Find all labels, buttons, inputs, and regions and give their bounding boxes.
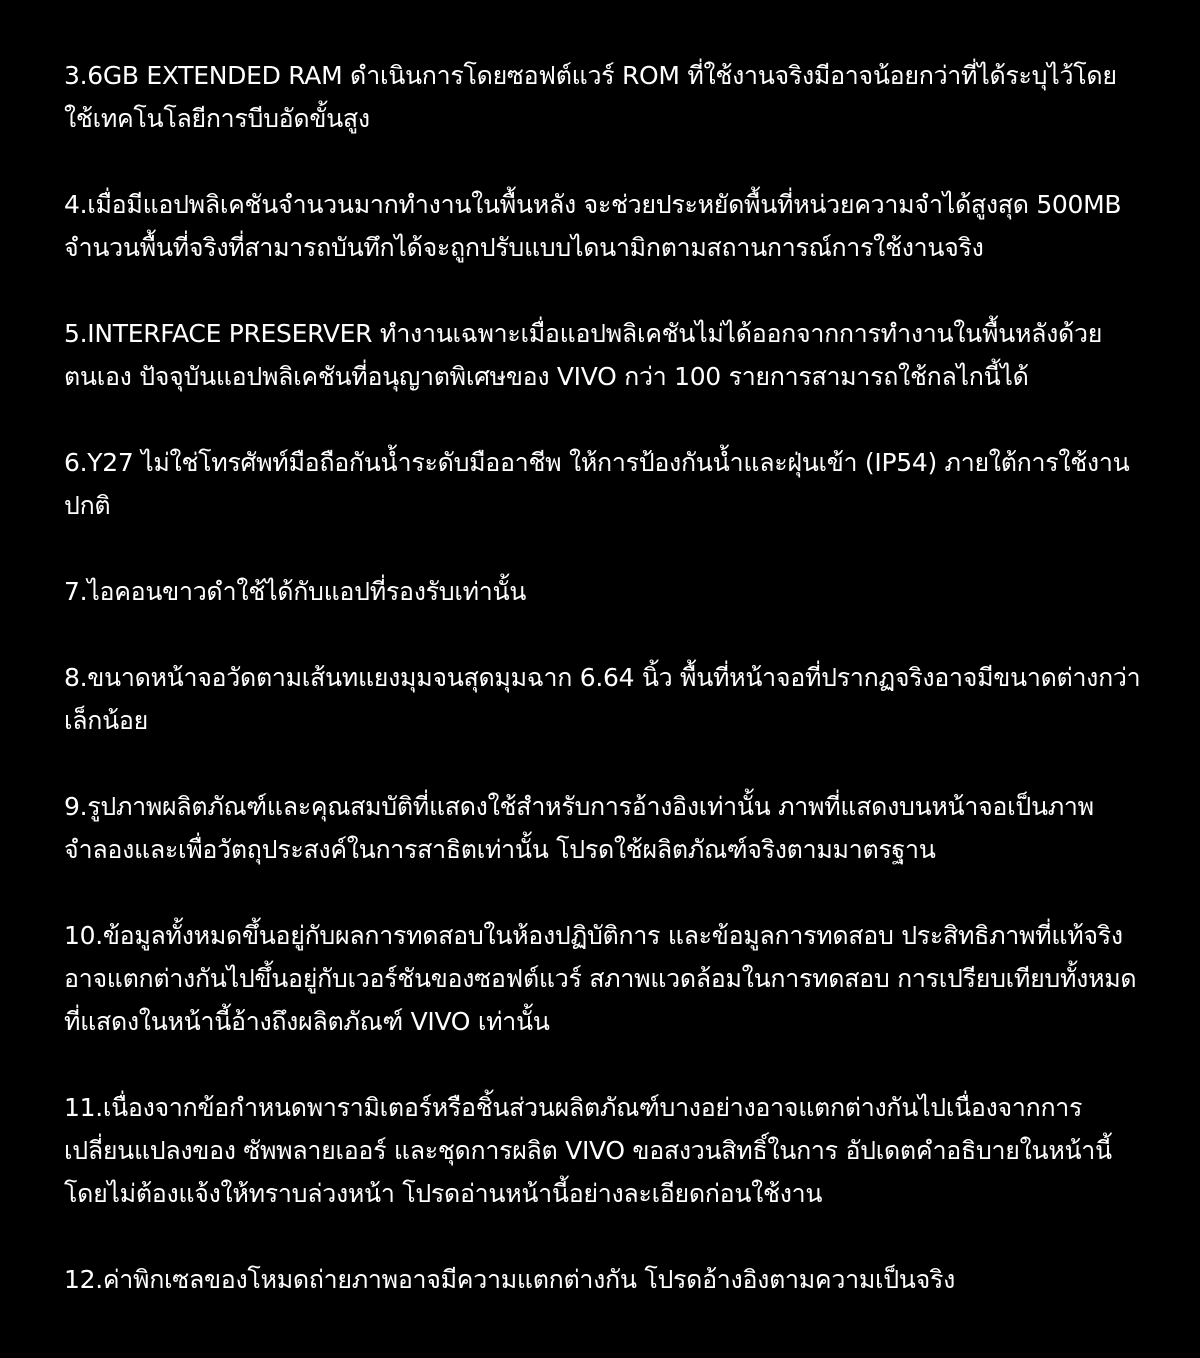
footnote-10: 10.ข้อมูลทั้งหมดขึ้นอยู่กับผลการทดสอบในห้องปฏิบัติการ และข้อมูลการทดสอบ ประสิทธิภาพที่แท้จริงอาจแตกต่างกันไปขึ้นอยู่กับเวอร์ชันของซอฟต์แวร์ สภาพแวดล้อมในการทดสอบ การเปรียบเทียบทั้งหมดที่แสดงในหน้านี้อ้างถึงผลิตภัณฑ์ VIVO เท่านั้น [64, 921, 1137, 1036]
footnote-5: 5.INTERFACE PRESERVER ทำงานเฉพาะเมื่อแอปพลิเคชันไม่ได้ออกจากการทำงานในพื้นหลังด้วยตนเอง ปัจจุบันแอปพลิเคชันที่อนุญาตพิเศษของ VIVO กว่า 100 รายการสามารถใช้กลไกนี้ได้ [64, 319, 1103, 391]
footnote-7: 7.ไอคอนขาวดำใช้ได้กับแอปที่รองรับเท่านั้น [64, 577, 527, 606]
footnote-11: 11.เนื่องจากข้อกำหนดพารามิเตอร์หรือชิ้นส่วนผลิตภัณฑ์บางอย่างอาจแตกต่างกันไปเนื่องจากการเปลี่ยนแปลงของ ซัพพลายเออร์ และชุดการผลิต VIVO ขอสงวนสิทธิ์ในการ อัปเดตคำอธิบายในหน้านี้โดยไม่ต้องแจ้งให้ทราบล่วงหน้า โปรดอ่านหน้านี้อย่างละเอียดก่อนใช้งาน [64, 1093, 1112, 1208]
footnote-3: 3.6GB EXTENDED RAM ดำเนินการโดยซอฟต์แวร์ ROM ที่ใช้งานจริงมีอาจน้อยกว่าที่ได้ระบุไว้โดยใช้เทคโนโลยีการบีบอัดขั้นสูง [64, 61, 1117, 133]
footnote-6: 6.Y27 ไม่ใช่โทรศัพท์มือถือกันน้ำระดับมืออาชีพ ให้การป้องกันน้ำและฝุ่นเข้า (IP54) ภายใต้การใช้งานปกติ [64, 448, 1130, 520]
footnote-list [64, 54, 1144, 1301]
footnote-12: 12.ค่าพิกเซลของโหมดถ่ายภาพอาจมีความแตกต่างกัน โปรดอ้างอิงตามความเป็นจริง [64, 1265, 955, 1294]
footnote-8: 8.ขนาดหน้าจอวัดตามเส้นทแยงมุมจนสุดมุมฉาก 6.64 นิ้ว พื้นที่หน้าจอที่ปรากฏจริงอาจมีขนาดต่างกว่าเล็กน้อย [64, 663, 1141, 735]
footnote-4: 4.เมื่อมีแอปพลิเคชันจำนวนมากทำงานในพื้นหลัง จะช่วยประหยัดพื้นที่หน่วยความจำได้สูงสุด 500MB จำนวนพื้นที่จริงที่สามารถบันทึกได้จะถูกปรับแบบไดนามิกตามสถานการณ์การใช้งานจริง [64, 190, 1122, 262]
footnote-9: 9.รูปภาพผลิตภัณฑ์และคุณสมบัติที่แสดงใช้สำหรับการอ้างอิงเท่านั้น ภาพที่แสดงบนหน้าจอเป็นภาพจำลองและเพื่อวัตถุประสงค์ในการสาธิตเท่านั้น โปรดใช้ผลิตภัณฑ์จริงตามมาตรฐาน [64, 792, 1094, 864]
